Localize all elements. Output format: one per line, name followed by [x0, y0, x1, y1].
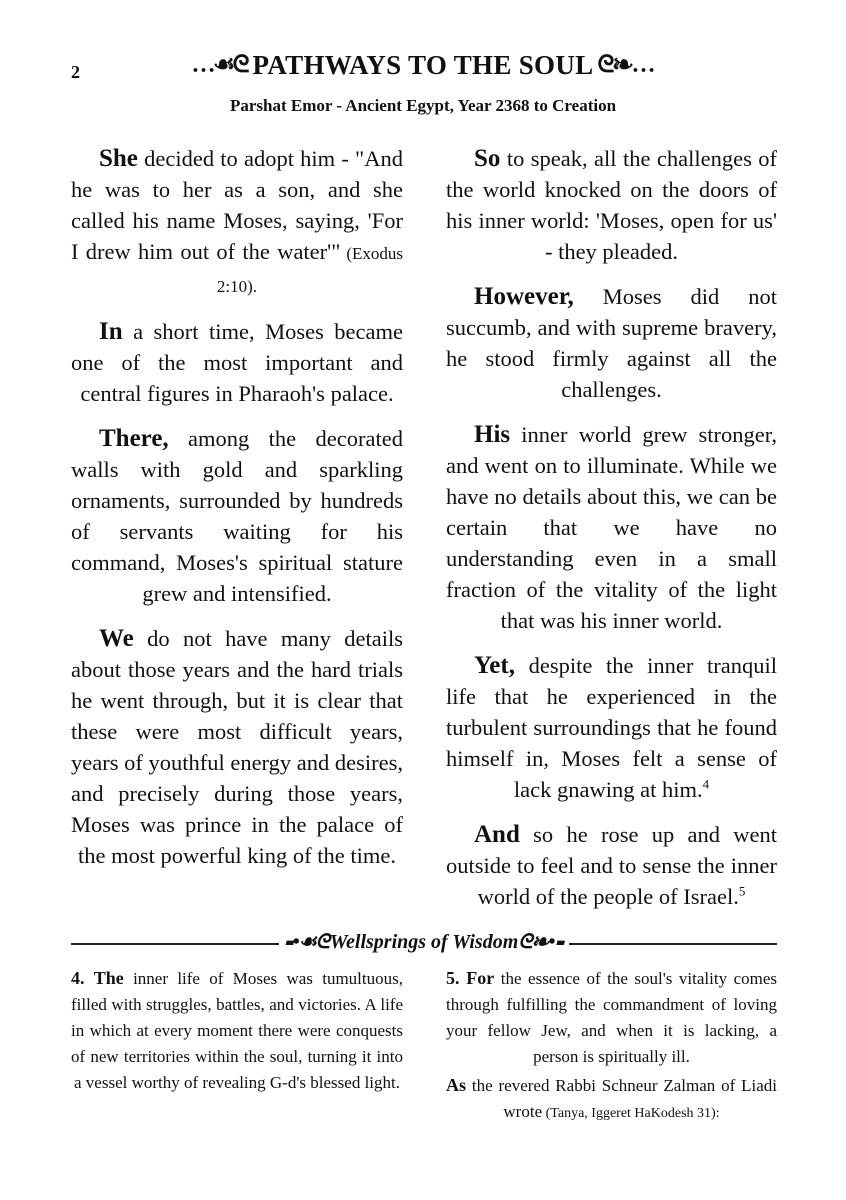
divider-title: Wellsprings of Wisdom [329, 931, 519, 953]
chapter-subtitle: Parshat Emor - Ancient Egypt, Year 2368 to Creation [229, 96, 617, 115]
flourish-right-ornament: ᘓ❧… [597, 52, 655, 78]
footnote-reference[interactable]: 5 [738, 883, 746, 899]
paragraph [446, 819, 777, 912]
footnote-text: the essence of the soul's vitality comes through fulfilling the commandment of loving your fellow Jew, and when it is lacking, a person is spiritually ill. [446, 969, 777, 1066]
footnote-divider [71, 931, 777, 957]
scripture-citation: (Exodus 2:10). [216, 244, 403, 296]
paragraph-lead-word: His [474, 421, 511, 448]
paragraph [71, 623, 403, 871]
paragraph-text: a short time, Moses became one of the most important and central figures in Pharaoh's palace. [71, 319, 403, 406]
paragraph-lead-word: She [99, 145, 138, 172]
footnote-lead: As [446, 1075, 467, 1095]
paragraph [71, 316, 403, 409]
footnote-reference[interactable]: 4 [702, 776, 710, 792]
footnote [446, 1072, 777, 1127]
paragraph [71, 423, 403, 609]
footnotes-left [71, 965, 403, 1098]
paragraph-lead-word: And [474, 821, 520, 848]
paragraph-lead-word: However, [474, 283, 574, 310]
divider-flourish-left: ⁃•☙ᘓ [284, 931, 330, 953]
page-number: 2 [71, 62, 80, 82]
paragraph [446, 650, 777, 805]
paragraph-text: among the decorated walls with gold and sparkling ornaments, surrounded by hundreds of servants waiting for his command, Moses's spiritual stature grew and intensified. [71, 426, 403, 606]
divider-flourish-right: ᘓ❧•⁃ [518, 931, 564, 953]
footnote-text: inner life of Moses was tumultuous, filled with struggles, battles, and victories. A life in which at every moment there were conquests of new territories within the soul, turning it into a vessel worthy of revealing G-d's blessed light. [71, 969, 403, 1092]
footnote-lead: 4. The [71, 968, 124, 988]
paragraph-lead-word: In [99, 318, 123, 345]
flourish-left-ornament: …☙ᘓ [191, 52, 249, 78]
paragraph-text: inner world grew stronger, and went on to illuminate. While we have no details about this, we can be certain that we have no understanding even in a small fraction of the vitality of the light that was his inner world. [446, 422, 777, 633]
paragraph-lead-word: So [474, 145, 501, 172]
right-text-column [446, 143, 777, 926]
paragraph [71, 143, 403, 302]
footnote [446, 965, 777, 1070]
footnote [71, 965, 403, 1096]
divider-label [71, 931, 777, 954]
left-text-column [71, 143, 403, 885]
paragraph [446, 419, 777, 636]
paragraph-lead-word: We [99, 625, 134, 652]
running-header [0, 50, 846, 81]
book-title: PATHWAYS TO THE SOUL [252, 50, 594, 80]
footnotes-right [446, 965, 777, 1129]
paragraph-text: Moses did not succumb, and with supreme bravery, he stood firmly against all the challenges. [446, 284, 777, 402]
paragraph-text: decided to adopt him - "And he was to her as a son, and she called his name Moses, saying, 'For I drew him out of the water'" [71, 146, 403, 264]
paragraph-lead-word: There, [99, 425, 169, 452]
paragraph [446, 143, 777, 267]
paragraph [446, 281, 777, 405]
footnote-citation: (Tanya, Iggeret HaKodesh 31): [542, 1106, 720, 1121]
paragraph-text: so he rose up and went outside to feel and to sense the inner world of the people of Israel. [446, 822, 777, 909]
footnote-lead: 5. For [446, 968, 495, 988]
footnote-text: the revered Rabbi Schneur Zalman of Liadi wrote [466, 1076, 777, 1121]
paragraph-lead-word: Yet, [474, 652, 515, 679]
paragraph-text: to speak, all the challenges of the world knocked on the doors of his inner world: 'Moses, open for us' - they pleaded. [446, 146, 777, 264]
paragraph-text: do not have many details about those years and the hard trials he went through, but it is clear that these were most difficult years, years of youthful energy and desires, and precisely during those years, Moses was prince in the palace of the most powerful king of the time. [71, 626, 403, 868]
paragraph-text: despite the inner tranquil life that he experienced in the turbulent surroundings that he found himself in, Moses felt a sense of lack gnawing at him. [446, 653, 777, 802]
